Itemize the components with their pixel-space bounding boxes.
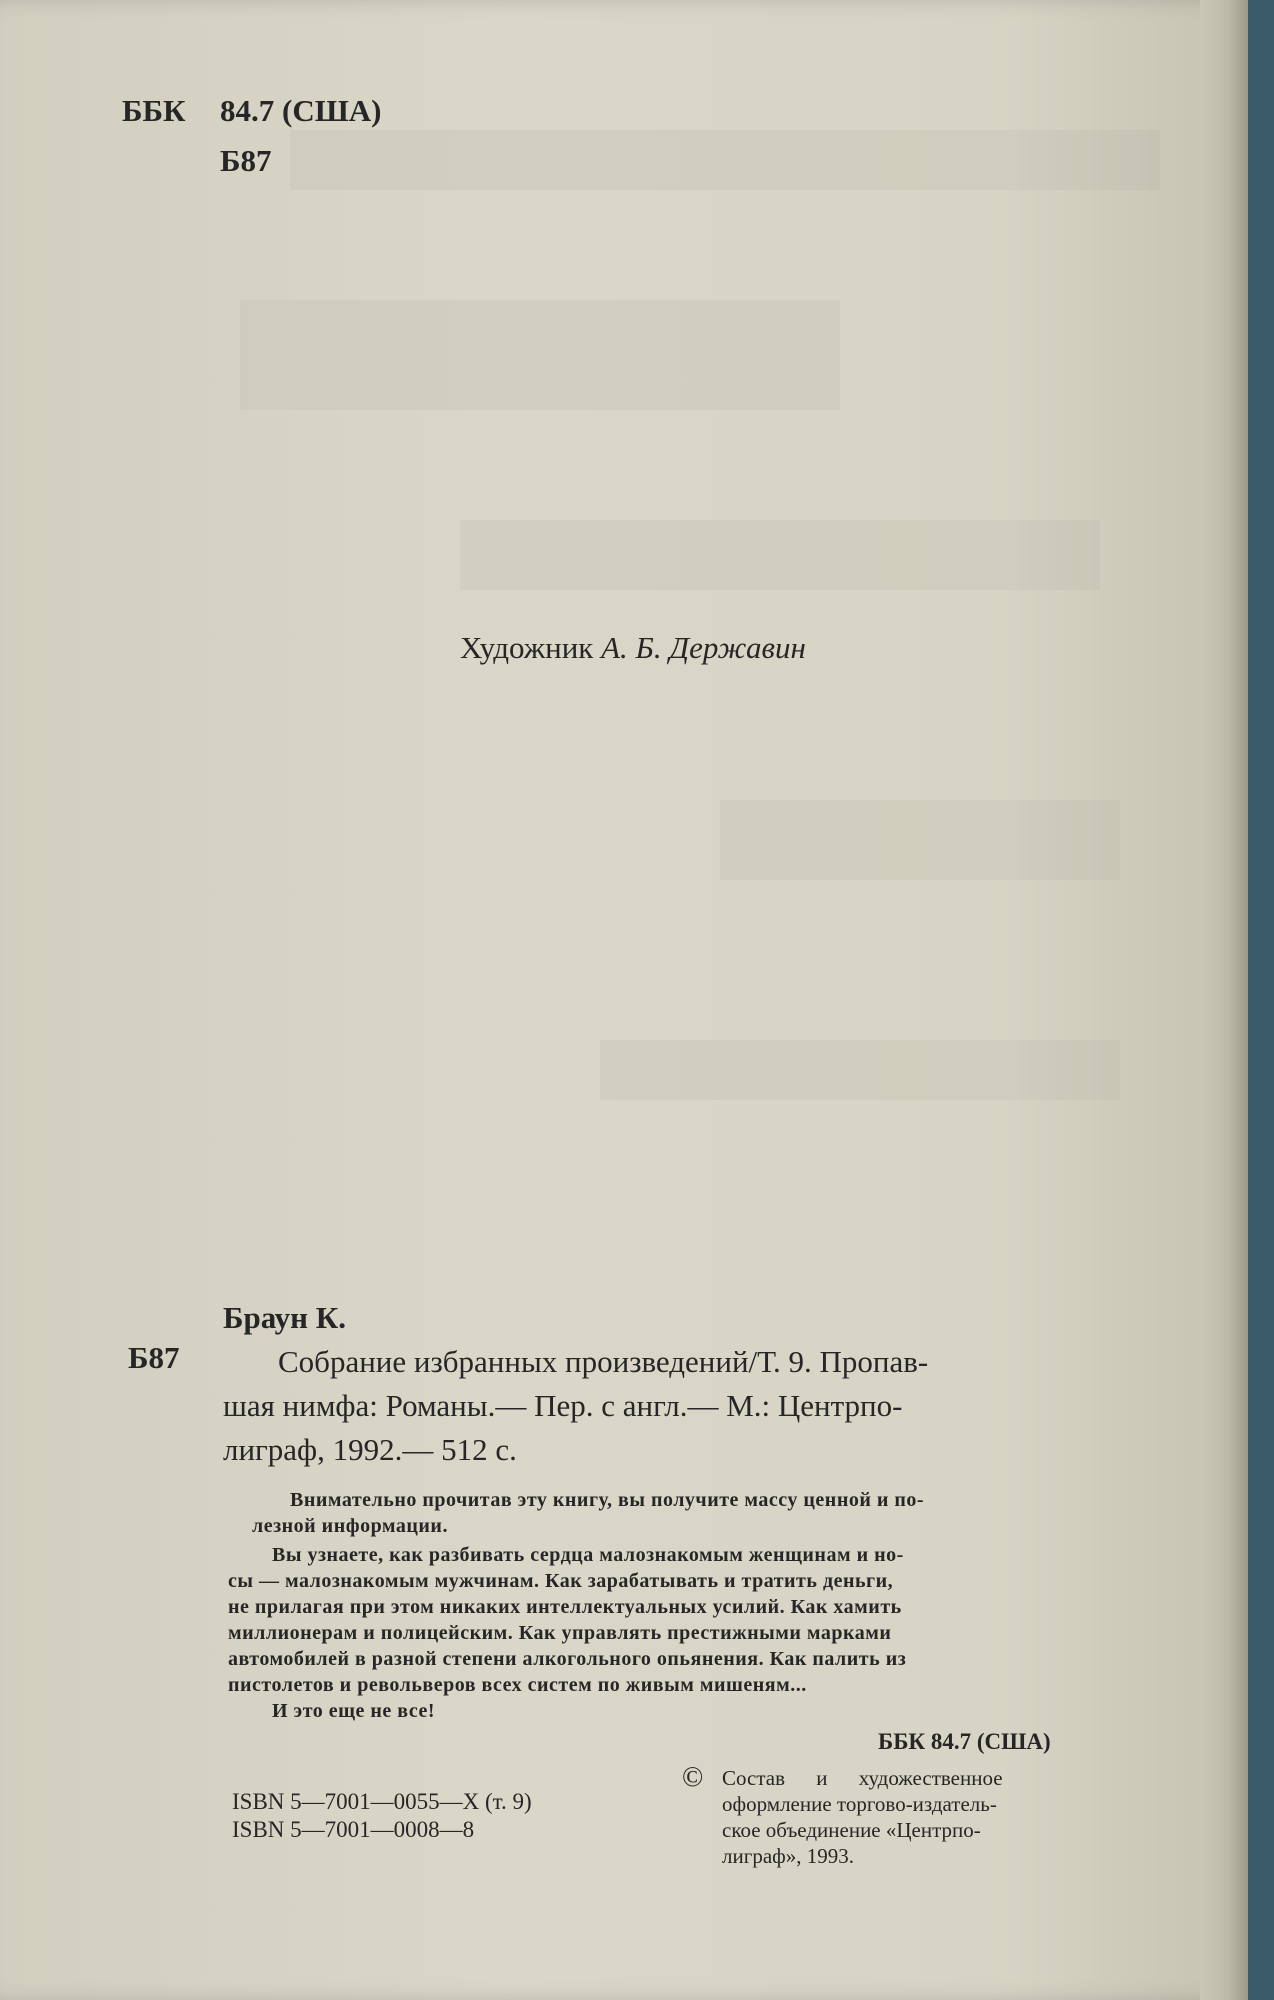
show-through xyxy=(240,300,840,410)
copyright-line: оформление торгово-издатель- xyxy=(722,1792,997,1816)
artist-credit xyxy=(460,632,806,663)
annotation-line: не прилагая при этом никаких интеллектуальных усилий. Как хамить xyxy=(228,1596,902,1618)
copyright-symbol: © xyxy=(682,1762,704,1793)
artist-label: Художник xyxy=(460,630,594,665)
annotation-line: И это еще не все! xyxy=(272,1700,436,1722)
annotation-line: автомобилей в разной степени алкогольного опьянения. Как палить из xyxy=(228,1648,907,1670)
top-bbk-label: ББК xyxy=(122,93,186,128)
annotation-line: Внимательно прочитав эту книгу, вы получите массу ценной и по- xyxy=(290,1489,925,1511)
bottom-bbk: ББК 84.7 (США) xyxy=(878,1729,1051,1754)
isbn-line: ISBN 5—7001—0055—Х (т. 9) xyxy=(232,1789,532,1814)
annotation-line: пистолетов и револьверов всех систем по живым мишеням... xyxy=(228,1674,807,1696)
annotation-line: миллионерам и полицейским. Как управлять престижными марками xyxy=(228,1622,892,1644)
catalog-line: Собрание избранных произведений/Т. 9. Пропав- xyxy=(278,1344,929,1379)
copyright-line: Состав и художественное xyxy=(722,1766,1003,1790)
catalog-author: Браун К. xyxy=(223,1300,347,1335)
top-author-mark: Б87 xyxy=(220,143,272,178)
catalog-author-mark: Б87 xyxy=(128,1340,180,1375)
show-through xyxy=(290,130,1160,190)
annotation-line: Вы узнаете, как разбивать сердца малознакомым женщинам и но- xyxy=(272,1544,904,1566)
page-edge xyxy=(1200,0,1248,2000)
top-bbk-code: 84.7 (США) xyxy=(220,93,382,128)
show-through xyxy=(600,1040,1120,1100)
show-through xyxy=(460,520,1100,590)
artist-name: А. Б. Державин xyxy=(601,630,806,665)
copyright-line: ское объединение «Центрпо- xyxy=(722,1818,981,1842)
show-through xyxy=(720,800,1120,880)
annotation-line: сы — малознакомым мужчинам. Как зарабатывать и тратить деньги, xyxy=(228,1570,894,1592)
catalog-line: шая нимфа: Романы.— Пер. с англ.— М.: Центрпо- xyxy=(223,1388,903,1423)
copyright-line: лиграф», 1993. xyxy=(722,1844,855,1868)
annotation-line: лезной информации. xyxy=(252,1515,448,1537)
isbn-line: ISBN 5—7001—0008—8 xyxy=(232,1817,475,1842)
catalog-line: лиграф, 1992.— 512 с. xyxy=(223,1432,517,1467)
